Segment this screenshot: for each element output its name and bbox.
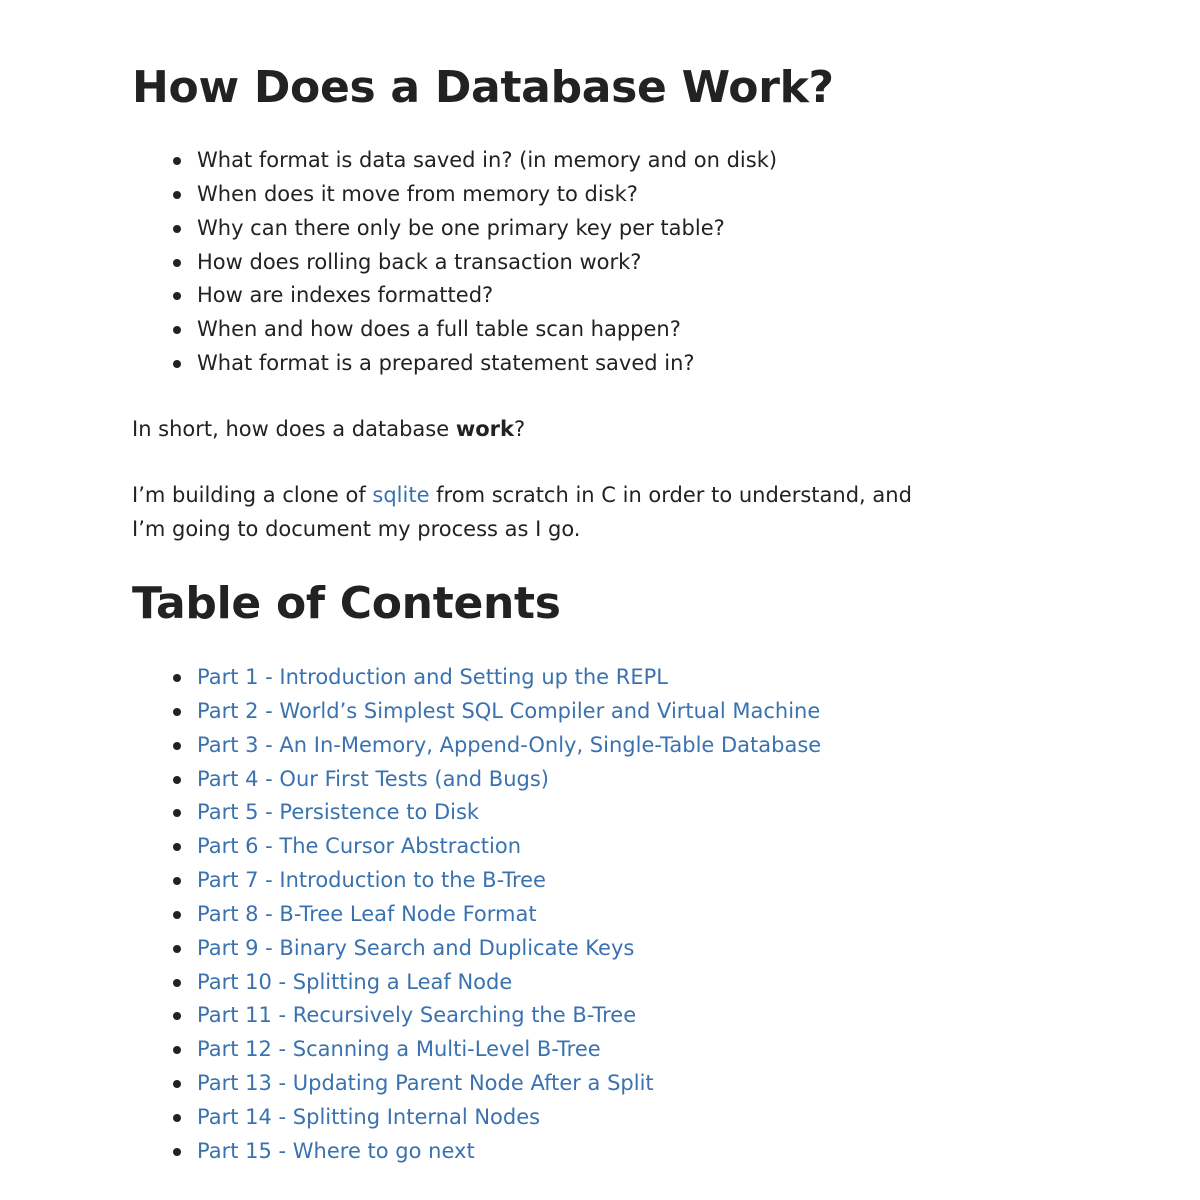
summary-emphasis: work: [455, 417, 514, 441]
summary-suffix: ?: [513, 417, 526, 441]
toc-item: [172, 796, 821, 830]
toc-link-part-6[interactable]: Part 6 - The Cursor Abstraction: [197, 834, 522, 859]
intro-text-after: from scratch in C in order to understand, and: [429, 483, 912, 507]
toc-link-part-7[interactable]: Part 7 - Introduction to the B-Tree: [197, 868, 546, 893]
toc-link-part-2[interactable]: Part 2 - World’s Simplest SQL Compiler and Virtual Machine: [197, 698, 821, 723]
question-text: Why can there only be one primary key per table?: [197, 215, 725, 240]
list-item: [172, 178, 777, 212]
page-title: How Does a Database Work?: [132, 62, 834, 113]
bullet-icon: [173, 979, 181, 987]
toc-link-part-10[interactable]: Part 10 - Splitting a Leaf Node: [197, 969, 513, 994]
bullet-icon: [173, 1148, 181, 1156]
toc-link-part-13[interactable]: Part 13 - Updating Parent Node After a Split: [197, 1071, 654, 1096]
list-item: [172, 279, 777, 313]
list-item: [172, 313, 777, 347]
toc-link-part-5[interactable]: Part 5 - Persistence to Disk: [197, 800, 480, 825]
toc-link-part-8[interactable]: Part 8 - B-Tree Leaf Node Format: [197, 901, 537, 926]
toc-item: [172, 661, 821, 695]
toc-link-part-12[interactable]: Part 12 - Scanning a Multi-Level B-Tree: [197, 1037, 601, 1062]
toc-item: [172, 729, 821, 763]
intro-paragraph: [132, 478, 912, 546]
question-text: How are indexes formatted?: [197, 283, 494, 308]
toc-item: [172, 830, 821, 864]
bullet-icon: [173, 191, 181, 199]
question-text: How does rolling back a transaction work?: [197, 249, 642, 274]
bullet-icon: [173, 742, 181, 750]
list-item: [172, 246, 777, 280]
question-text: When and how does a full table scan happen?: [197, 317, 681, 342]
bullet-icon: [173, 292, 181, 300]
list-item: [172, 212, 777, 246]
question-text: What format is data saved in? (in memory and on disk): [197, 148, 778, 172]
bullet-icon: [173, 259, 181, 267]
toc-link-part-9[interactable]: Part 9 - Binary Search and Duplicate Keys: [197, 935, 635, 960]
bullet-icon: [173, 877, 181, 885]
bullet-icon: [173, 809, 181, 817]
bullet-icon: [173, 225, 181, 233]
bullet-icon: [173, 1046, 181, 1054]
bullet-icon: [173, 911, 181, 919]
bullet-icon: [173, 360, 181, 368]
toc-item: [172, 898, 821, 932]
list-item: [172, 347, 777, 381]
bullet-icon: [173, 708, 181, 716]
bullet-icon: [173, 945, 181, 953]
bullet-icon: [173, 1080, 181, 1088]
toc-list: [172, 661, 821, 1169]
toc-link-part-1[interactable]: Part 1 - Introduction and Setting up the REPL: [197, 665, 668, 689]
toc-item: [172, 695, 821, 729]
toc-link-part-11[interactable]: Part 11 - Recursively Searching the B-Tree: [197, 1003, 637, 1028]
toc-item: [172, 864, 821, 898]
bullet-icon: [173, 326, 181, 334]
toc-item: [172, 1101, 821, 1135]
toc-item: [172, 763, 821, 797]
toc-link-part-4[interactable]: Part 4 - Our First Tests (and Bugs): [197, 766, 549, 791]
bullet-icon: [173, 843, 181, 851]
sqlite-link[interactable]: sqlite: [372, 483, 430, 507]
toc-link-part-3[interactable]: Part 3 - An In-Memory, Append-Only, Single-Table Database: [197, 732, 822, 757]
toc-item: [172, 999, 821, 1033]
bullet-icon: [173, 1114, 181, 1122]
bullet-icon: [173, 157, 181, 165]
toc-item: [172, 1067, 821, 1101]
summary-paragraph: [132, 412, 525, 446]
bullet-icon: [173, 674, 181, 682]
bullet-icon: [173, 1012, 181, 1020]
summary-prefix: In short, how does a database: [132, 417, 456, 441]
toc-item: [172, 966, 821, 1000]
toc-item: [172, 1135, 821, 1169]
toc-title: Table of Contents: [132, 578, 561, 629]
question-text: What format is a prepared statement saved in?: [197, 351, 695, 376]
toc-link-part-15[interactable]: Part 15 - Where to go next: [197, 1138, 475, 1163]
bullet-icon: [173, 776, 181, 784]
question-text: When does it move from memory to disk?: [197, 181, 638, 206]
toc-item: [172, 932, 821, 966]
list-item: [172, 144, 777, 178]
toc-link-part-14[interactable]: Part 14 - Splitting Internal Nodes: [197, 1104, 541, 1129]
intro-text-line2: I’m going to document my process as I go.: [132, 517, 581, 541]
intro-text-before: I’m building a clone of: [132, 483, 373, 507]
toc-item: [172, 1033, 821, 1067]
questions-list: [172, 144, 777, 381]
